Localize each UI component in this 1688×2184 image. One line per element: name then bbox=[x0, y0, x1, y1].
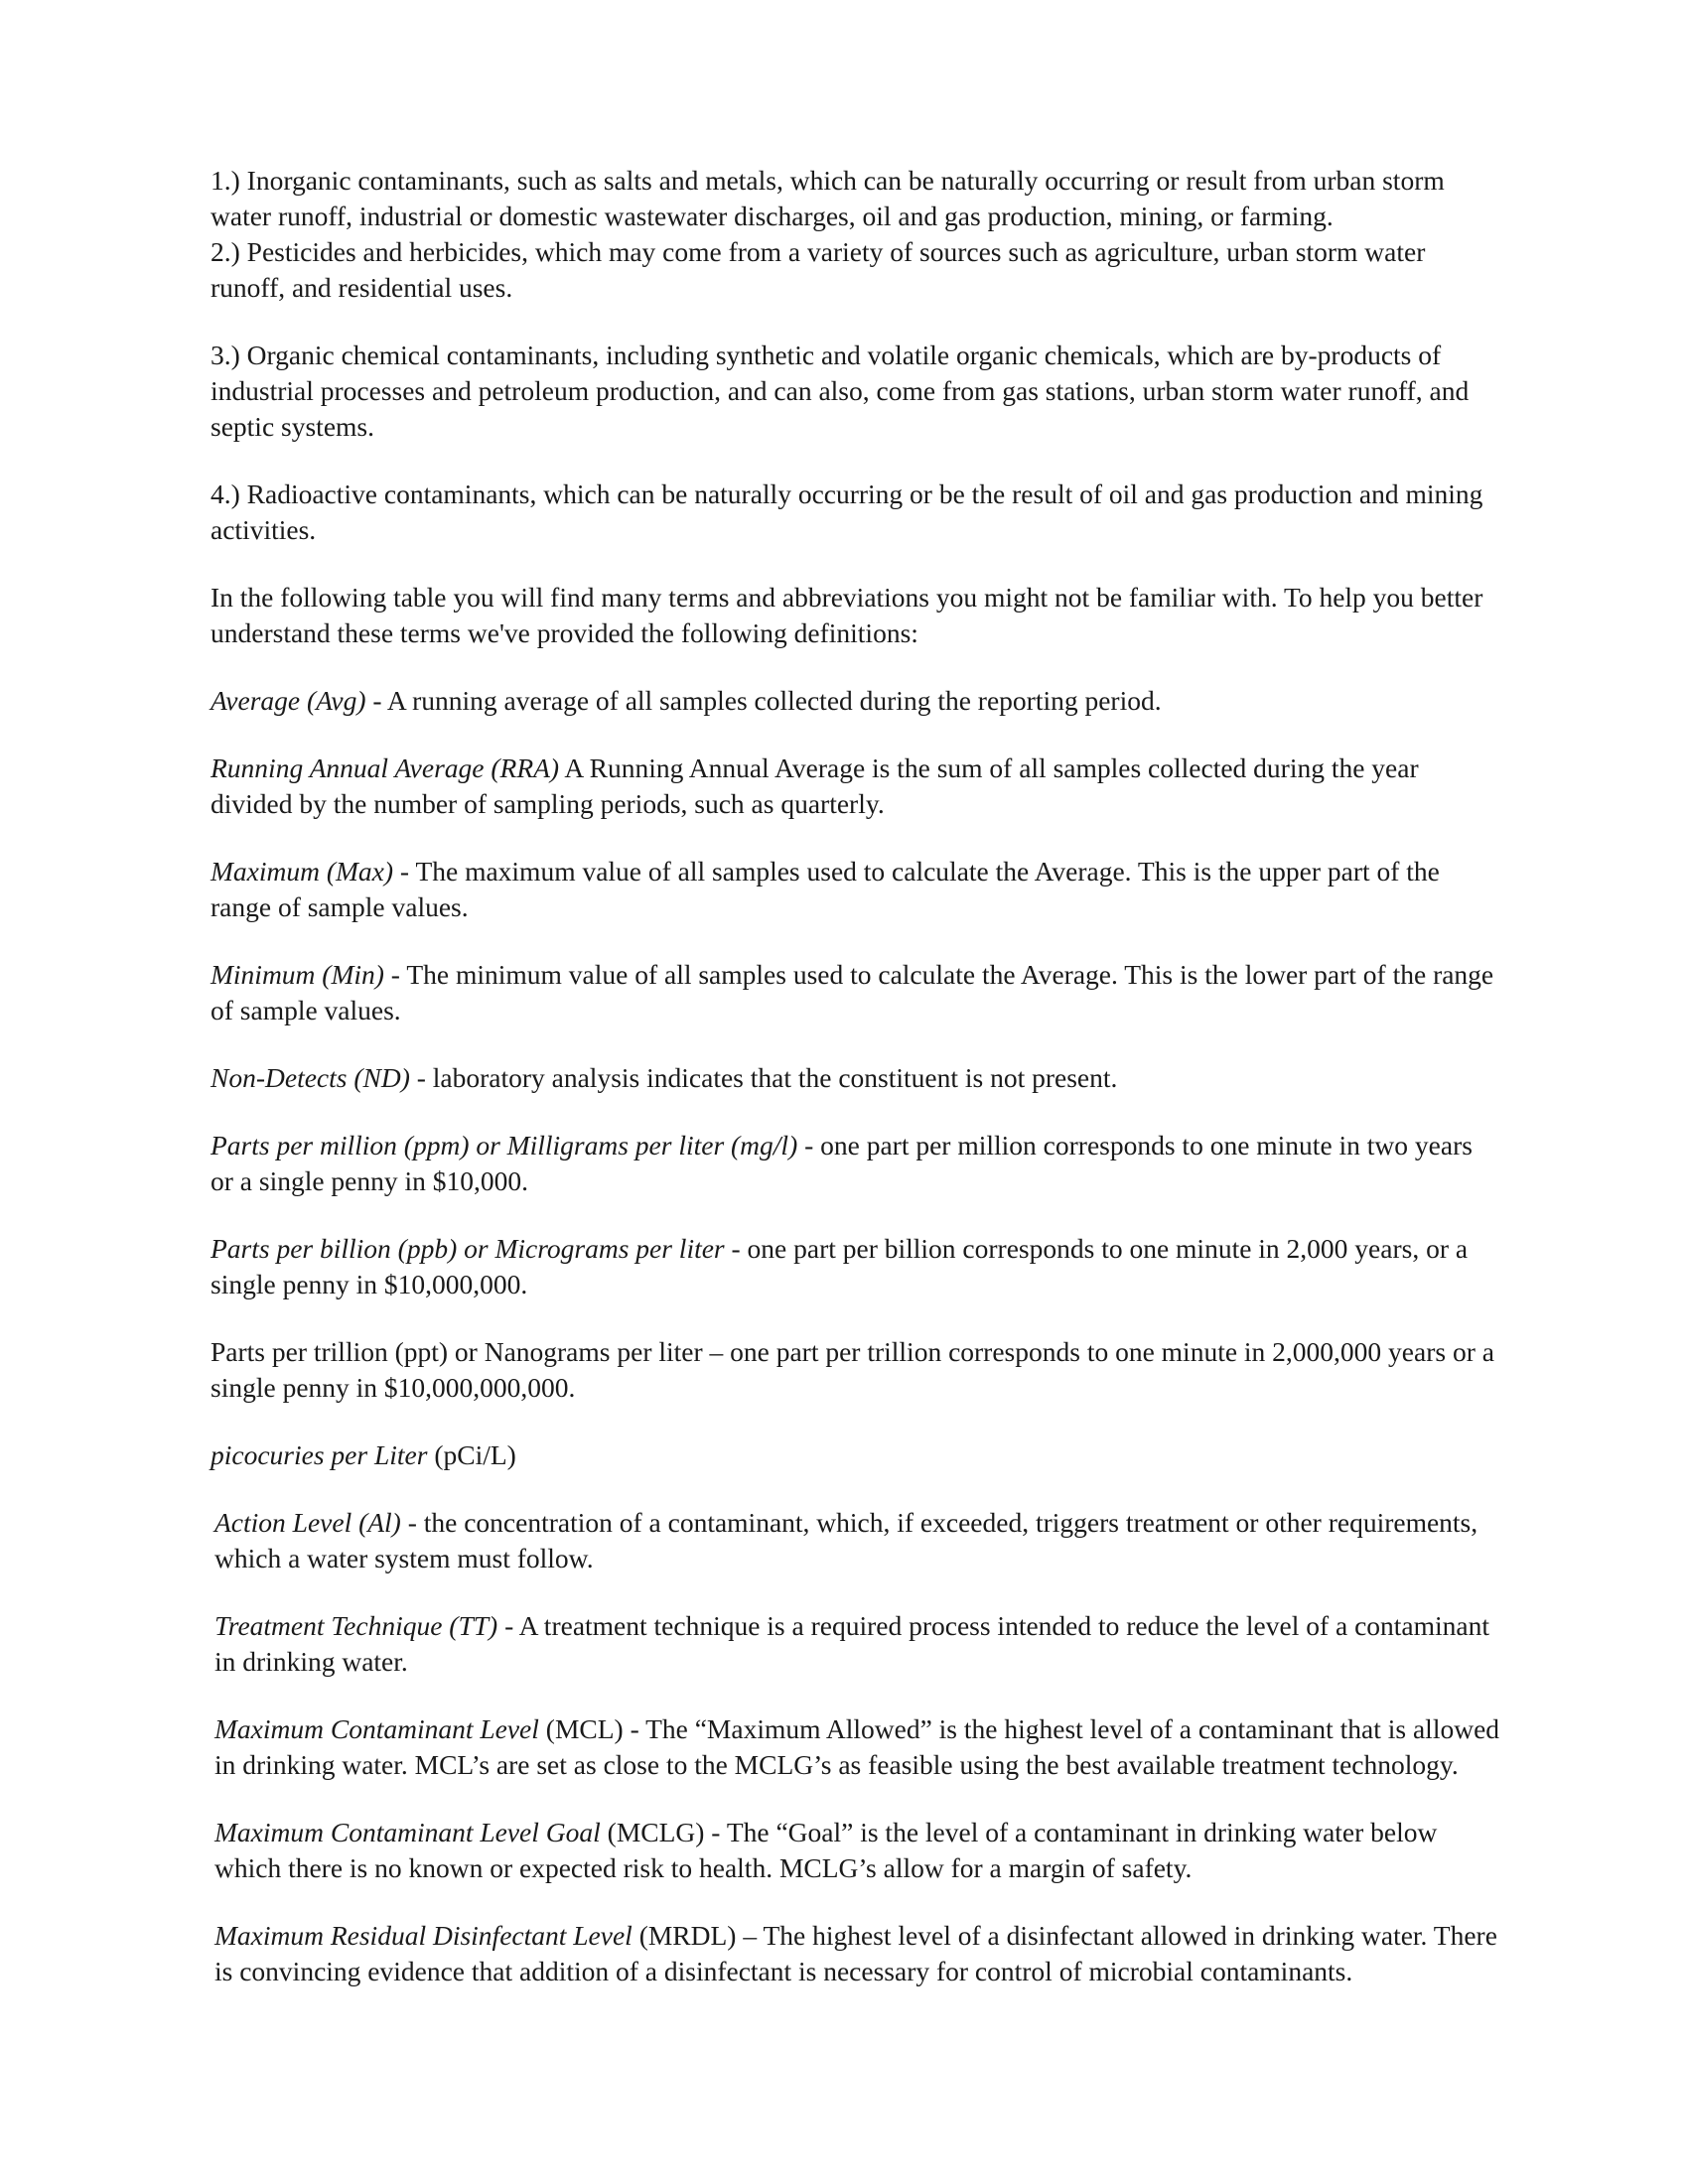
definition-term: Parts per billion (ppb) or Micrograms per liter bbox=[211, 1233, 725, 1264]
definition-term: Average (Avg) bbox=[211, 685, 366, 716]
definition-ppb bbox=[211, 1231, 1501, 1302]
definition-term: picocuries per Liter bbox=[211, 1439, 428, 1470]
definition-mrdl bbox=[211, 1918, 1501, 1989]
definition-term: Maximum Residual Disinfectant Level bbox=[214, 1920, 633, 1951]
definition-text: - the concentration of a contaminant, which, if exceeded, triggers treatment or other requirements, which a water system must follow. bbox=[214, 1507, 1478, 1573]
definition-term: Maximum Contaminant Level bbox=[214, 1713, 539, 1744]
list-item-organic: 3.) Organic chemical contaminants, including synthetic and volatile organic chemicals, which are by-products of industrial processes and petroleum production, and can also, come from gas stations, urban storm water runoff, and septic systems. bbox=[211, 340, 1470, 442]
definition-term: Action Level (Al) bbox=[214, 1507, 401, 1538]
definition-non-detects bbox=[211, 1060, 1501, 1096]
definition-minimum bbox=[211, 957, 1501, 1028]
definition-running-annual-average bbox=[211, 751, 1501, 822]
definition-text: (MCL) - The “Maximum Allowed” is the highest level of a contaminant that is allowed in drinking water. MCL’s are set as close to the MCLG’s as feasible using the best available treatment technology. bbox=[214, 1713, 1500, 1780]
definition-mclg bbox=[211, 1815, 1501, 1886]
definition-treatment-technique bbox=[211, 1608, 1501, 1680]
definition-term: Running Annual Average (RRA) bbox=[211, 752, 560, 783]
list-item-pesticides: 2.) Pesticides and herbicides, which may come from a variety of sources such as agriculture, urban storm water runoff, and residential uses. bbox=[211, 236, 1426, 303]
definition-text: Parts per trillion (ppt) or Nanograms per liter – one part per trillion corresponds to one minute in 2,000,000 years or a single penny in $10,000,000,000. bbox=[211, 1336, 1494, 1403]
definition-text: - one part per million corresponds to one minute in two years or a single penny in $10,000. bbox=[211, 1130, 1473, 1196]
definition-picocuries bbox=[211, 1437, 1501, 1473]
definition-term: Parts per million (ppm) or Milligrams per liter (mg/l) bbox=[211, 1130, 798, 1160]
list-item-inorganic: 1.) Inorganic contaminants, such as salts and metals, which can be naturally occurring or result from urban storm water runoff, industrial or domestic wastewater discharges, oil and gas production, mining, or farming. bbox=[211, 165, 1445, 231]
list-item-radioactive: 4.) Radioactive contaminants, which can be naturally occurring or be the result of oil and gas production and mining activities. bbox=[211, 478, 1483, 545]
definition-term: Treatment Technique (TT) bbox=[214, 1610, 498, 1641]
definition-average bbox=[211, 683, 1501, 719]
definition-text: - A treatment technique is a required process intended to reduce the level of a contaminant in drinking water. bbox=[214, 1610, 1489, 1677]
definition-text: (MRDL) – The highest level of a disinfectant allowed in drinking water. There is convincing evidence that addition of a disinfectant is necessary for control of microbial contaminants. bbox=[214, 1920, 1497, 1986]
definition-ppt bbox=[211, 1334, 1501, 1406]
definition-text: - The maximum value of all samples used to calculate the Average. This is the upper part of the range of sample values. bbox=[211, 856, 1440, 922]
definition-mcl bbox=[211, 1711, 1501, 1783]
definition-maximum bbox=[211, 854, 1501, 925]
definition-text: (MCLG) - The “Goal” is the level of a contaminant in drinking water below which there is no known or expected risk to health. MCLG’s allow for a margin of safety. bbox=[214, 1817, 1438, 1883]
intro-paragraph: In the following table you will find many terms and abbreviations you might not be familiar with. To help you better understand these terms we've provided the following definitions: bbox=[211, 582, 1483, 648]
definition-term: Minimum (Min) bbox=[211, 959, 384, 990]
definition-text: - The minimum value of all samples used to calculate the Average. This is the lower part of the range of sample values. bbox=[211, 959, 1494, 1025]
document-page bbox=[211, 163, 1501, 1989]
definition-ppm bbox=[211, 1128, 1501, 1199]
definition-text: - laboratory analysis indicates that the constituent is not present. bbox=[409, 1062, 1118, 1093]
definition-text: - A running average of all samples collected during the reporting period. bbox=[365, 685, 1162, 716]
definition-term: Maximum (Max) bbox=[211, 856, 394, 887]
definition-text: (pCi/L) bbox=[427, 1439, 516, 1470]
definition-text: - one part per billion corresponds to one minute in 2,000 years, or a single penny in $10,000,000. bbox=[211, 1233, 1469, 1299]
definition-text: A Running Annual Average is the sum of all samples collected during the year divided by the number of sampling periods, such as quarterly. bbox=[211, 752, 1419, 819]
definition-action-level bbox=[211, 1505, 1501, 1576]
definition-term: Non-Detects (ND) bbox=[211, 1062, 410, 1093]
definition-term: Maximum Contaminant Level Goal bbox=[214, 1817, 601, 1847]
